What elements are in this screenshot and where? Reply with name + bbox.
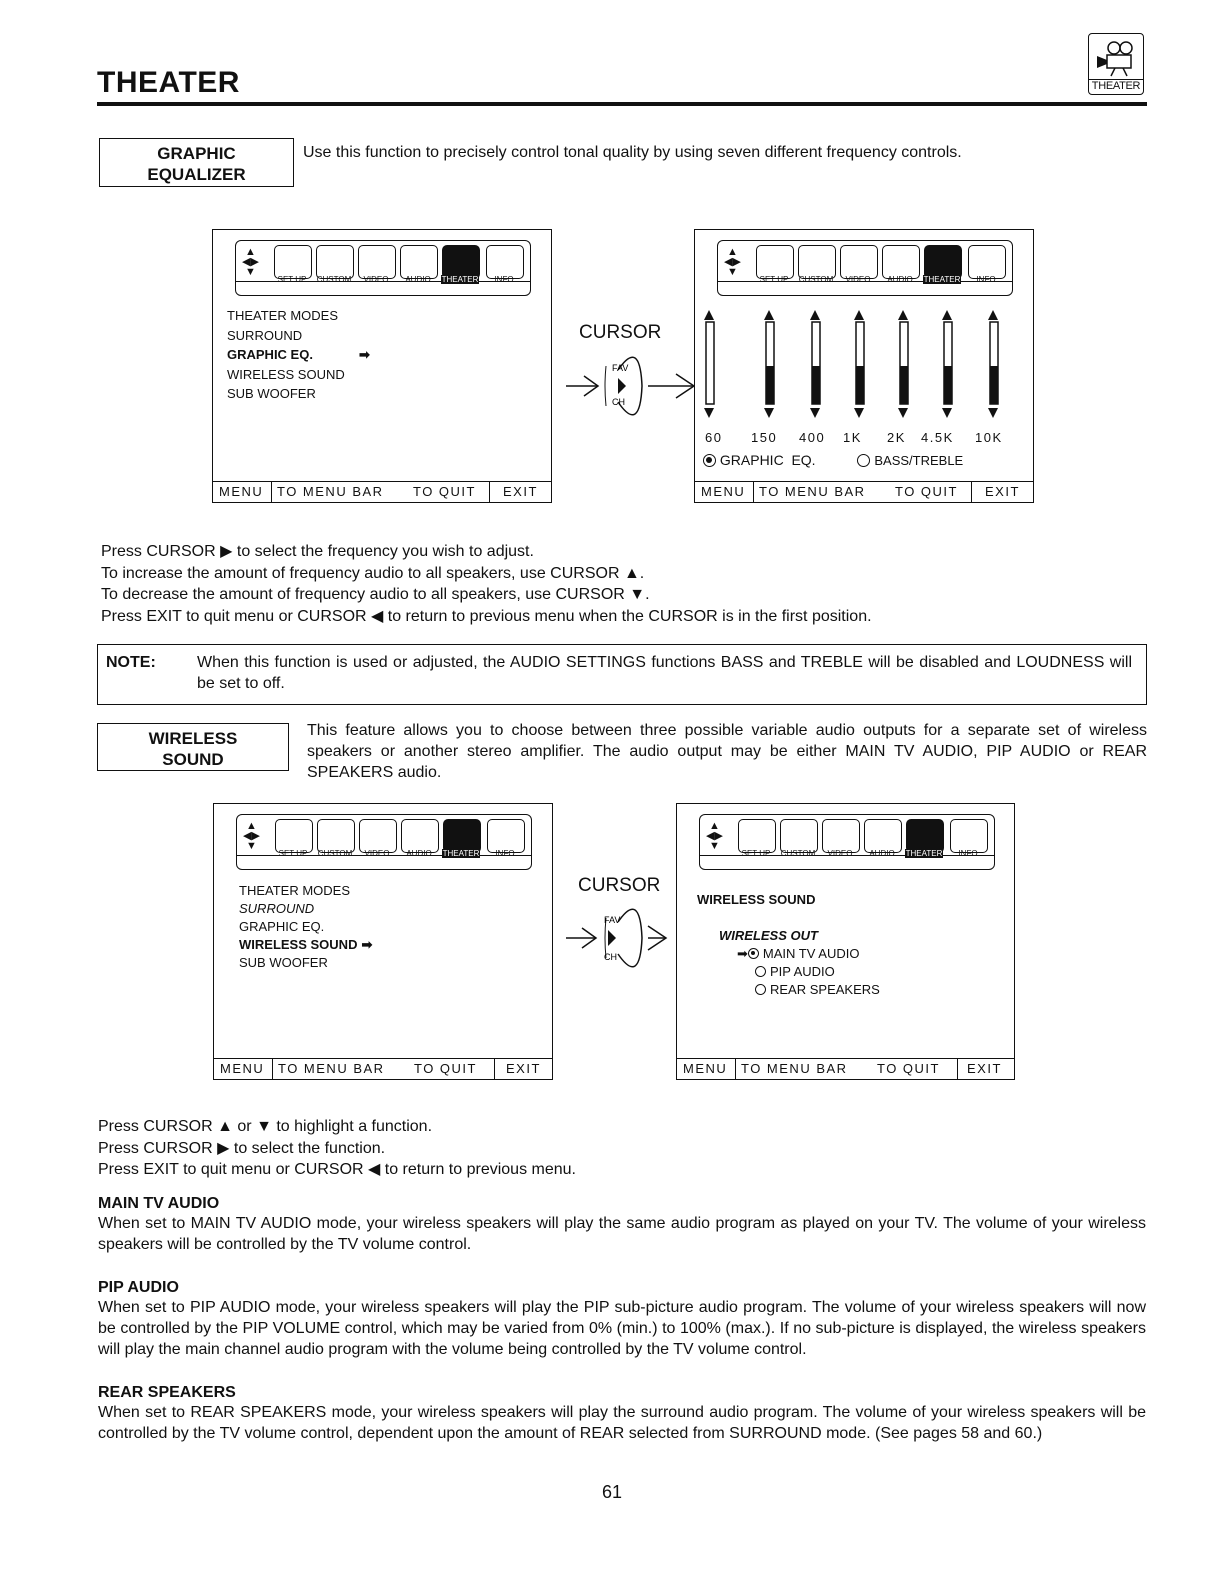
menu-item-surround[interactable]: SURROUND [239,901,315,916]
nav-arrows-icon: ▲ ◀▶ ▼ [706,820,723,852]
tile-label-setup: SET UP [741,849,771,858]
note-box [97,644,1147,705]
tile-label-info: INFO [976,275,996,284]
menu-item-sub-woofer[interactable]: SUB WOOFER [239,955,328,970]
eq-slider-60[interactable] [704,310,714,418]
info-icon[interactable] [950,819,988,853]
note-label: NOTE: [106,654,156,671]
radio-selected-icon [748,948,759,959]
graphic-eq-intro: Use this function to precisely control tonal quality by using seven different frequency controls. [303,144,962,161]
graphic-eq-heading-line2: EQUALIZER [147,165,246,184]
eq-slider-2k[interactable] [898,310,908,418]
info-icon[interactable] [968,245,1006,279]
screen-bottom-bar [677,1058,1014,1079]
instruction-line: Press EXIT to quit menu or CURSOR ◀ to return to previous menu. [98,1161,576,1178]
bottom-bar-to-quit: TO QUIT [877,1061,940,1076]
bottom-bar-to-menu-bar: TO MENU BAR [277,484,384,499]
bottom-bar-menu: MENU [220,1061,265,1076]
ch-label-top: CH [612,397,625,407]
theater-menu-list [227,306,370,404]
eq-frequency-labels [705,430,1035,448]
freq-4.5k: 4.5K [921,430,954,445]
video-icon[interactable] [822,819,860,853]
tile-label-info: INFO [958,849,978,858]
bottom-bar-exit: EXIT [506,1061,541,1076]
fav-label-bottom: FAV [604,915,621,925]
freq-400: 400 [799,430,826,445]
note-text: When this function is used or adjusted, the AUDIO SETTINGS functions BASS and TREBLE will be disabled and LOUDNESS will be set to off. [197,654,1132,692]
tile-label-custom: CUSTOM [316,275,352,284]
theater-menu-screen-wireless [213,803,553,1080]
graphic-eq-heading [99,138,294,187]
header-rule [97,102,1147,106]
tile-label-setup: SET UP [759,275,789,284]
instruction-line: To increase the amount of frequency audio to all speakers, use CURSOR ▲. [101,564,645,582]
nav-arrows-icon: ▲ ◀▶ ▼ [242,246,259,278]
section-heading: PIP AUDIO [98,1279,179,1296]
setup-icon[interactable] [756,245,794,279]
tile-label-theater: THEATER [441,275,479,284]
eq-slider-4.5k[interactable] [942,310,952,418]
nav-arrows-icon: ▲ ◀▶ ▼ [243,820,260,852]
cursor-label-bottom: CURSOR [578,875,661,896]
radio-unselected-icon [755,984,766,995]
tile-label-custom: CUSTOM [798,275,834,284]
custom-icon[interactable] [316,245,354,279]
section-body: When set to REAR SPEAKERS mode, your wireless speakers will play the surround audio program. The volume of your wireless speakers will be controlled by the TV volume control, dependent upon the amount of REAR selected from SURROUND mode. (See pages 58 and 60.) [98,1404,1146,1442]
tile-label-video: VIDEO [845,275,871,284]
bottom-bar-to-quit: TO QUIT [414,1061,477,1076]
theater-badge [1088,33,1144,95]
bottom-bar-to-menu-bar: TO MENU BAR [741,1061,848,1076]
audio-icon[interactable] [864,819,902,853]
cursor-label-top: CURSOR [579,322,662,343]
bottom-bar-exit: EXIT [967,1061,1002,1076]
selection-arrow-icon: ➡ [358,347,370,362]
bottom-bar-to-menu-bar: TO MENU BAR [278,1061,385,1076]
bottom-bar-to-quit: TO QUIT [895,484,958,499]
icon-bar[interactable] [699,814,995,870]
screen-bottom-bar [695,481,1033,502]
tile-label-video: VIDEO [364,849,390,858]
icon-bar[interactable] [236,814,532,870]
bottom-bar-exit: EXIT [503,484,538,499]
instruction-line: Press EXIT to quit menu or CURSOR ◀ to return to previous menu when the CURSOR is in the first position. [101,607,872,625]
theater-icon[interactable] [906,819,944,853]
tile-label-audio: AUDIO [405,275,431,284]
audio-icon[interactable] [882,245,920,279]
wireless-heading-line2: SOUND [162,750,224,769]
freq-2k: 2K [887,430,906,445]
radio-unselected-icon [857,454,870,467]
tile-label-audio: AUDIO [887,275,913,284]
wireless-instructions [98,1116,1148,1181]
bottom-bar-to-menu-bar: TO MENU BAR [759,484,866,499]
graphic-eq-instructions [101,541,1151,627]
bottom-bar-menu: MENU [219,484,264,499]
instruction-line: Press CURSOR ▶ to select the frequency you wish to adjust. [101,543,534,560]
icon-bar[interactable] [235,240,531,296]
pip-audio-section [98,1279,1146,1360]
setup-icon[interactable] [274,245,312,279]
freq-1k: 1K [843,430,862,445]
instruction-line: Press CURSOR ▲ or ▼ to highlight a function. [98,1118,433,1135]
tile-label-custom: CUSTOM [780,849,816,858]
radio-unselected-icon [755,966,766,977]
menu-item-surround[interactable]: SURROUND [227,327,303,343]
video-icon[interactable] [359,819,397,853]
wireless-screen-title: WIRELESS SOUND [697,892,816,907]
cursor-remote-icon-top [560,340,700,432]
menu-item-wireless-sound[interactable]: WIRELESS SOUND ➡ [239,937,373,952]
icon-bar[interactable] [717,240,1013,296]
radio-selected-icon [703,454,716,467]
audio-icon[interactable] [400,245,438,279]
page-title: THEATER [97,66,240,99]
ch-label-bottom: CH [604,952,617,962]
bottom-bar-menu: MENU [683,1061,728,1076]
wireless-out-options [737,945,880,999]
instruction-line: To decrease the amount of frequency audio to all speakers, use CURSOR ▼. [101,586,650,603]
tile-label-video: VIDEO [827,849,853,858]
option-pip-audio[interactable]: PIP AUDIO [737,963,880,981]
theater-badge-label: THEATER [1089,79,1143,92]
bottom-bar-menu: MENU [701,484,746,499]
custom-icon[interactable] [798,245,836,279]
option-rear-speakers[interactable]: REAR SPEAKERS [737,981,880,999]
menu-item-sub-woofer[interactable]: SUB WOOFER [227,386,316,401]
tile-label-audio: AUDIO [869,849,895,858]
tile-label-setup: SET UP [278,849,308,858]
wireless-out-label: WIRELESS OUT [719,928,818,943]
eq-slider-400[interactable] [810,310,820,418]
instruction-line: Press CURSOR ▶ to select the function. [98,1139,386,1157]
menu-item-theater-modes[interactable]: THEATER MODES [239,883,350,898]
tile-label-audio: AUDIO [406,849,432,858]
theater-menu-screen [212,229,552,503]
wireless-sound-heading [97,723,289,771]
info-icon[interactable] [486,245,524,279]
main-tv-audio-section [98,1195,1146,1255]
wireless-sound-screen [676,803,1015,1080]
bottom-bar-exit: EXIT [985,484,1020,499]
theater-camera-icon [1089,34,1143,78]
section-heading: REAR SPEAKERS [98,1384,236,1401]
tile-label-theater: THEATER [442,849,480,858]
theater-icon[interactable] [442,245,480,279]
section-heading: MAIN TV AUDIO [98,1195,220,1212]
tile-label-info: INFO [494,275,514,284]
eq-slider-1k[interactable] [854,310,864,418]
section-body: When set to MAIN TV AUDIO mode, your wireless speakers will play the same audio program as played on your TV. The volume of your wireless speakers will be controlled by the TV volume control. [98,1215,1146,1253]
tile-label-theater: THEATER [905,849,943,858]
tile-label-info: INFO [495,849,515,858]
graphic-eq-screen [694,229,1034,503]
eq-mode-options [703,452,963,468]
rear-speakers-section [98,1384,1146,1444]
custom-icon[interactable] [780,819,818,853]
tile-label-theater: THEATER [923,275,961,284]
eq-sliders[interactable] [695,302,1035,426]
theater-icon[interactable] [443,819,481,853]
video-icon[interactable] [840,245,878,279]
theater-icon[interactable] [924,245,962,279]
menu-item-graphic-eq[interactable]: GRAPHIC EQ. [239,919,325,934]
audio-icon[interactable] [401,819,439,853]
menu-item-graphic-eq[interactable]: GRAPHIC EQ. ➡ [227,347,370,362]
menu-item-wireless-sound[interactable]: WIRELESS SOUND [227,366,345,382]
wireless-heading-line1: WIRELESS [148,729,238,748]
selection-arrow-icon: ➡ [737,946,748,961]
theater-menu-list [239,882,372,972]
freq-60: 60 [705,430,723,445]
graphic-eq-heading-line1: GRAPHIC [157,144,236,163]
video-icon[interactable] [358,245,396,279]
option-bass-treble[interactable]: BASS/TREBLE [857,452,963,468]
tile-label-setup: SET UP [277,275,307,284]
freq-150: 150 [751,430,778,445]
selection-arrow-icon: ➡ [361,937,373,952]
wireless-intro: This feature allows you to choose between three possible variable audio outputs for a separate set of wireless speakers or another stereo amplifier. The audio output may be either MAIN TV AUDIO, PIP AUDIO or REAR SPEAKERS audio. [307,722,1147,781]
setup-icon[interactable] [738,819,776,853]
info-icon[interactable] [487,819,525,853]
screen-bottom-bar [213,481,551,502]
fav-label-top: FAV [612,363,629,373]
option-main-tv-audio[interactable]: ➡ MAIN TV AUDIO [737,946,860,961]
eq-slider-150[interactable] [764,310,774,418]
setup-icon[interactable] [275,819,313,853]
screen-bottom-bar [214,1058,552,1079]
section-body: When set to PIP AUDIO mode, your wireless speakers will play the PIP sub-picture audio program. The volume of your wireless speakers will now be controlled by the PIP VOLUME control, which may be varied from 0% (min.) to 100% (max.). If no sub-picture is displayed, the wireless speakers will play the main channel audio program with the volume being controlled by the TV volume control. [98,1299,1146,1358]
option-graphic-eq[interactable]: GRAPHIC EQ. [703,452,819,468]
nav-arrows-icon: ▲ ◀▶ ▼ [724,246,741,278]
menu-item-theater-modes[interactable]: THEATER MODES [227,308,338,323]
tile-label-video: VIDEO [363,275,389,284]
cursor-remote-icon-bottom [560,892,680,984]
page-number: 61 [602,1482,623,1502]
custom-icon[interactable] [317,819,355,853]
tile-label-custom: CUSTOM [317,849,353,858]
freq-10k: 10K [975,430,1003,445]
eq-slider-10k[interactable] [988,310,998,418]
bottom-bar-to-quit: TO QUIT [413,484,476,499]
